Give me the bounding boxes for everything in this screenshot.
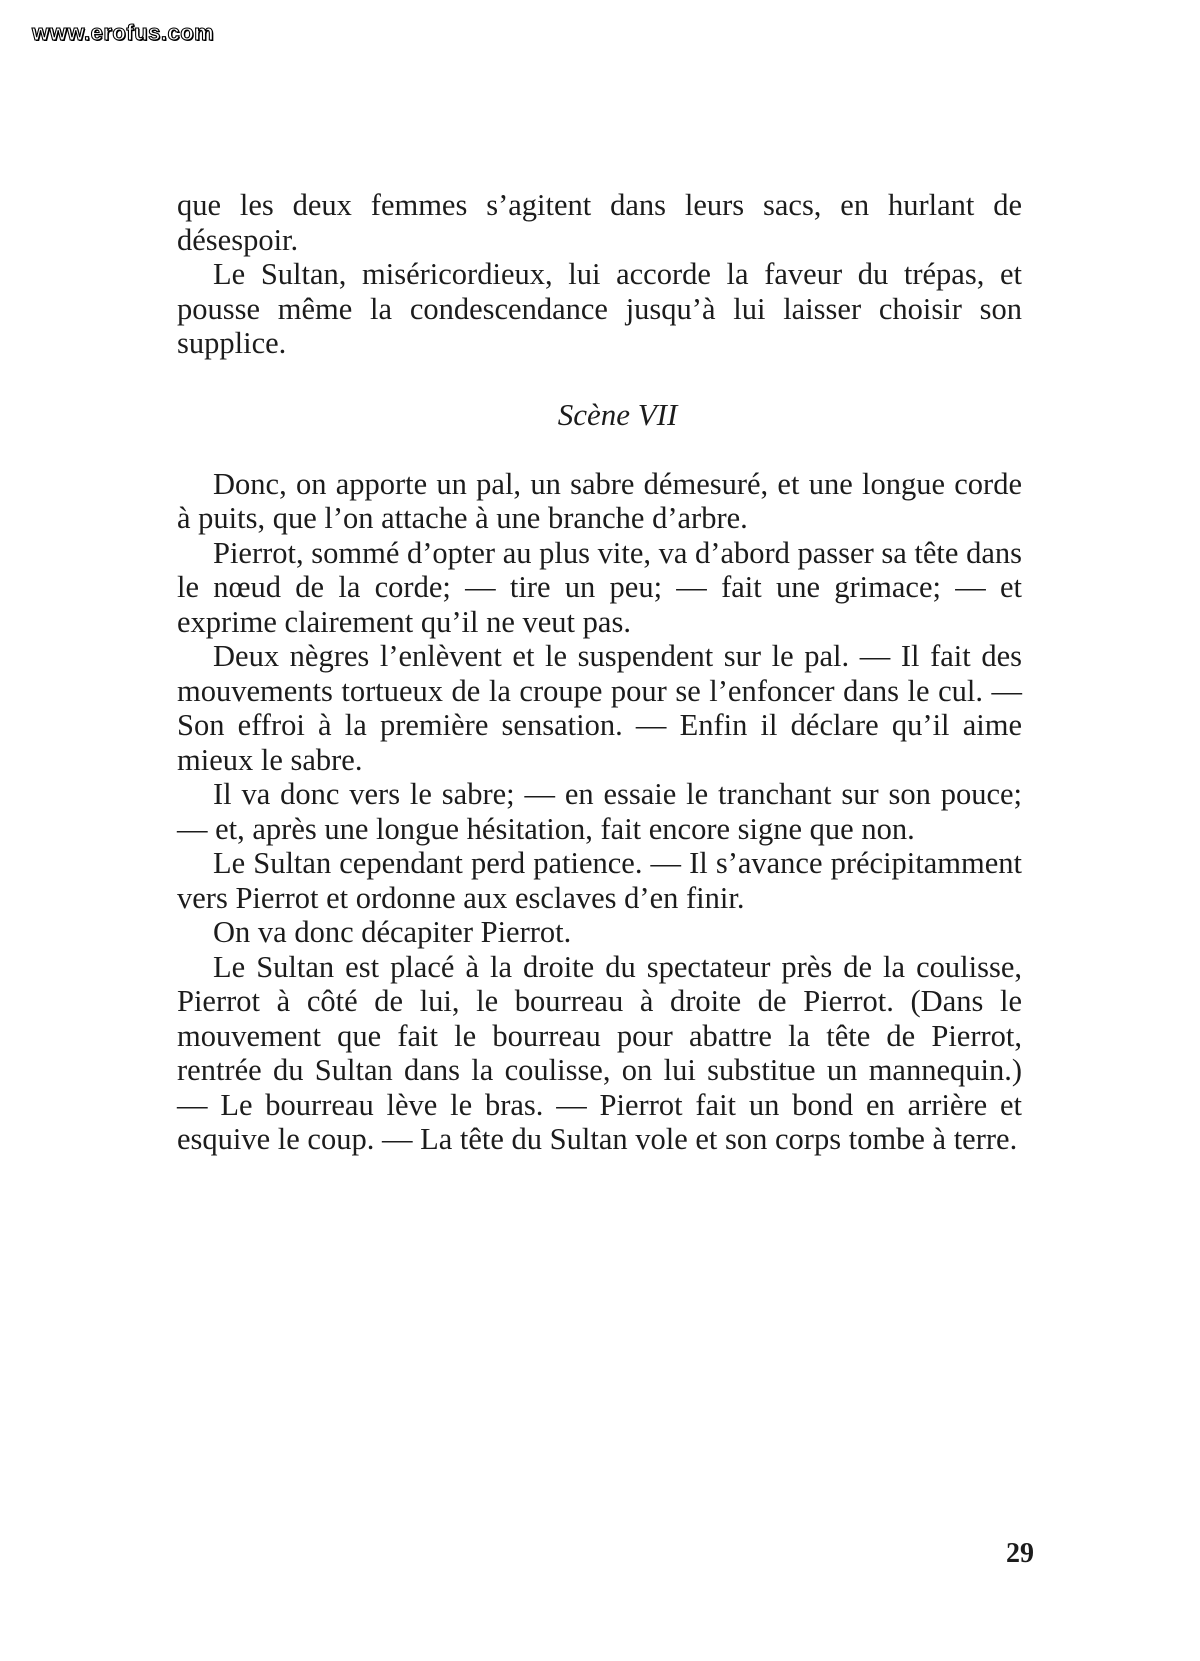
paragraph: Deux nègres l’enlèvent et le suspendent sur le pal. — Il fait des mouvements tortueux de la croupe pour se l’enfoncer dans le cul. — Son effroi à la première sensation. — Enfin il déclare qu’il aime mieux le sabre.	[177, 639, 1022, 777]
paragraph: Le Sultan, miséricordieux, lui accorde la faveur du trépas, et pousse même la condescendance jusqu’à lui laisser choisir son supplice.	[177, 257, 1022, 360]
body-text	[177, 188, 1022, 1157]
paragraph: Donc, on apporte un pal, un sabre démesuré, et une longue corde à puits, que l’on attache à une branche d’arbre.	[177, 466, 1022, 535]
paragraph: Il va donc vers le sabre; — en essaie le tranchant sur son pouce; — et, après une longue hésitation, fait encore signe que non.	[177, 777, 1022, 846]
page-number: 29	[1006, 1538, 1034, 1569]
paragraph: Le Sultan cependant perd patience. — Il s’avance précipitamment vers Pierrot et ordonne aux esclaves d’en finir.	[177, 846, 1022, 915]
watermark: www.erofus.com	[32, 20, 215, 45]
paragraph-continuation: que les deux femmes s’agitent dans leurs sacs, en hurlant de désespoir.	[177, 188, 1022, 257]
paragraph: Pierrot, sommé d’opter au plus vite, va d’abord passer sa tête dans le nœud de la corde; — tire un peu; — fait une grimace; — et exprime clairement qu’il ne veut pas.	[177, 535, 1022, 639]
scene-heading: Scène VII	[557, 396, 678, 432]
paragraph: Le Sultan est placé à la droite du spectateur près de la coulisse, Pierrot à côté de lui, le bourreau à droite de Pierrot. (Dans le mouvement que fait le bourreau pour abattre la tête de Pierrot, rentrée du Sultan dans la coulisse, on lui substitue un mannequin.) — Le bourreau lève le bras. — Pierrot fait un bond en arrière et esquive le coup. — La tête du Sultan vole et son corps tombe à terre.	[177, 949, 1022, 1156]
paragraph: On va donc décapiter Pierrot.	[213, 915, 572, 949]
